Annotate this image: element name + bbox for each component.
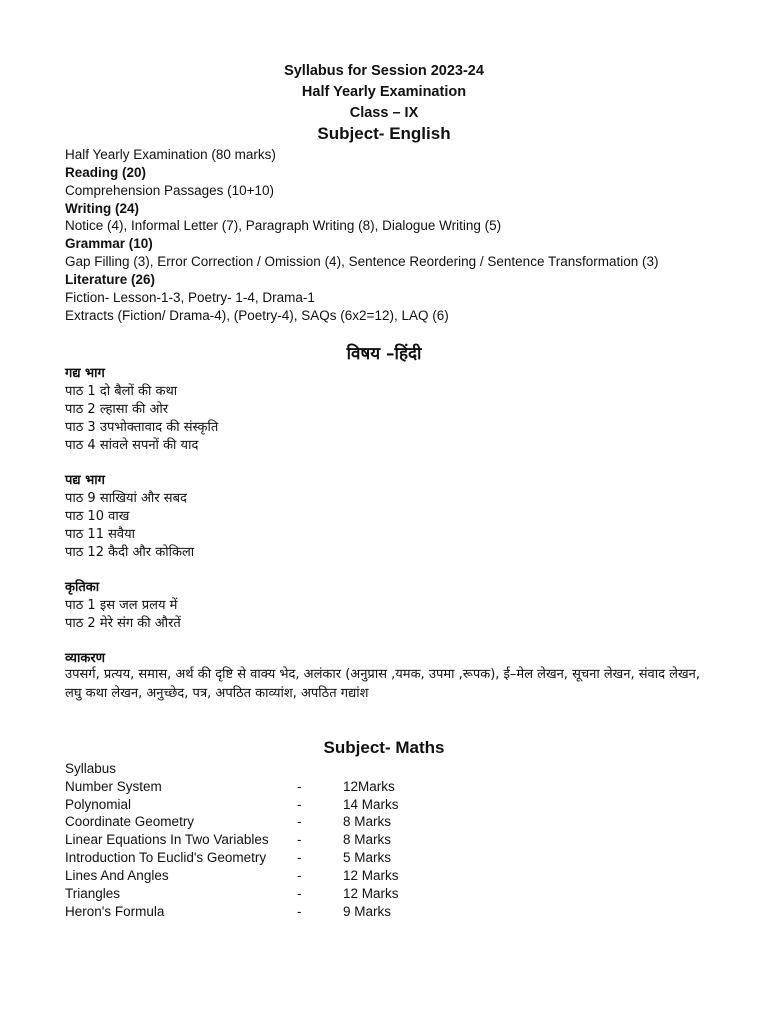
maths-dash: -	[297, 904, 302, 919]
maths-marks: 9 Marks	[343, 904, 392, 919]
maths-dash: -	[297, 779, 302, 794]
hindi-gadya-heading: गद्य भाग	[65, 366, 105, 381]
english-section-heading: Reading (20)	[65, 165, 147, 180]
hindi-padya-item: पाठ 11 सवैया	[65, 527, 136, 542]
hindi-gadya-item: पाठ 2 ल्हासा की ओर	[65, 402, 169, 417]
maths-dash: -	[297, 850, 302, 865]
maths-topic: Heron's Formula	[65, 904, 165, 919]
maths-dash: -	[297, 868, 302, 883]
maths-row	[65, 814, 525, 832]
hindi-padya-item: पाठ 9 साखियां और सबद	[65, 491, 187, 506]
header-class: Class – IX	[349, 105, 419, 121]
english-line: Half Yearly Examination (80 marks)	[65, 147, 276, 162]
hindi-padya-item: पाठ 10 वाख	[65, 509, 130, 524]
maths-dash: -	[297, 797, 302, 812]
english-line: Comprehension Passages (10+10)	[65, 183, 274, 198]
maths-row	[65, 904, 525, 922]
maths-topic: Introduction To Euclid's Geometry	[65, 850, 267, 865]
hindi-kritika-item: पाठ 2 मेरे संग की औरतें	[65, 616, 181, 631]
maths-subject-title: Subject- Maths	[323, 738, 445, 757]
english-line: Notice (4), Informal Letter (7), Paragraph Writing (8), Dialogue Writing (5)	[65, 218, 502, 233]
hindi-kritika-heading: कृतिका	[65, 580, 100, 595]
maths-marks: 12 Marks	[343, 868, 399, 883]
english-line: Fiction- Lesson-1-3, Poetry- 1-4, Drama-1	[65, 290, 315, 305]
english-section-heading: Writing (24)	[65, 201, 139, 216]
maths-marks: 5 Marks	[343, 850, 392, 865]
maths-marks: 14 Marks	[343, 797, 399, 812]
english-section-heading: Grammar (10)	[65, 236, 153, 251]
maths-topic: Triangles	[65, 886, 121, 901]
hindi-padya-item: पाठ 12 कैदी और कोकिला	[65, 545, 195, 560]
english-subject-title: Subject- English	[317, 124, 451, 143]
maths-marks: 8 Marks	[343, 814, 392, 829]
maths-row	[65, 832, 525, 850]
english-section-heading: Literature (26)	[65, 272, 156, 287]
header-exam: Half Yearly Examination	[301, 84, 467, 100]
maths-intro: Syllabus	[65, 761, 117, 776]
english-line: Extracts (Fiction/ Drama-4), (Poetry-4), SAQs (6x2=12), LAQ (6)	[65, 308, 449, 323]
maths-topic: Lines And Angles	[65, 868, 169, 883]
maths-marks: 8 Marks	[343, 832, 392, 847]
hindi-kritika-item: पाठ 1 इस जल प्रलय में	[65, 598, 178, 613]
english-line: Gap Filling (3), Error Correction / Omission (4), Sentence Reordering / Sentence Transformation (3)	[65, 254, 659, 269]
maths-row	[65, 797, 525, 815]
maths-dash: -	[297, 814, 302, 829]
maths-topic: Coordinate Geometry	[65, 814, 195, 829]
maths-row	[65, 779, 525, 797]
hindi-vyakaran-heading: व्याकरण	[65, 651, 106, 666]
maths-row	[65, 886, 525, 904]
maths-dash: -	[297, 832, 302, 847]
hindi-padya-heading: पद्य भाग	[65, 473, 105, 488]
maths-topic: Number System	[65, 779, 162, 794]
maths-topic: Polynomial	[65, 797, 132, 812]
maths-marks: 12 Marks	[343, 886, 399, 901]
maths-row	[65, 850, 525, 868]
maths-dash: -	[297, 886, 302, 901]
hindi-vyakaran-text: उपसर्ग, प्रत्यय, समास, अर्थ की दृष्टि से वाक्य भेद, अलंकार (अनुप्रास ,यमक, उपमा ,रूपक), ई–मेल लेखन, सूचना लेखन, संवाद लेखन, लघु कथा लेखन, अनुच्छेद, पत्र, अपठित काव्यांश, अपठित गद्यांश	[65, 667, 700, 701]
maths-topic: Linear Equations In Two Variables	[65, 832, 269, 847]
maths-marks: 12Marks	[343, 779, 395, 794]
maths-row	[65, 868, 525, 886]
hindi-gadya-item: पाठ 4 सांवले सपनों की याद	[65, 438, 199, 453]
hindi-gadya-item: पाठ 1 दो बैलों की कथा	[65, 384, 178, 399]
hindi-subject-title: विषय –हिंदी	[346, 344, 422, 364]
header-session: Syllabus for Session 2023-24	[284, 63, 484, 79]
hindi-gadya-item: पाठ 3 उपभोक्तावाद की संस्कृति	[65, 420, 219, 435]
